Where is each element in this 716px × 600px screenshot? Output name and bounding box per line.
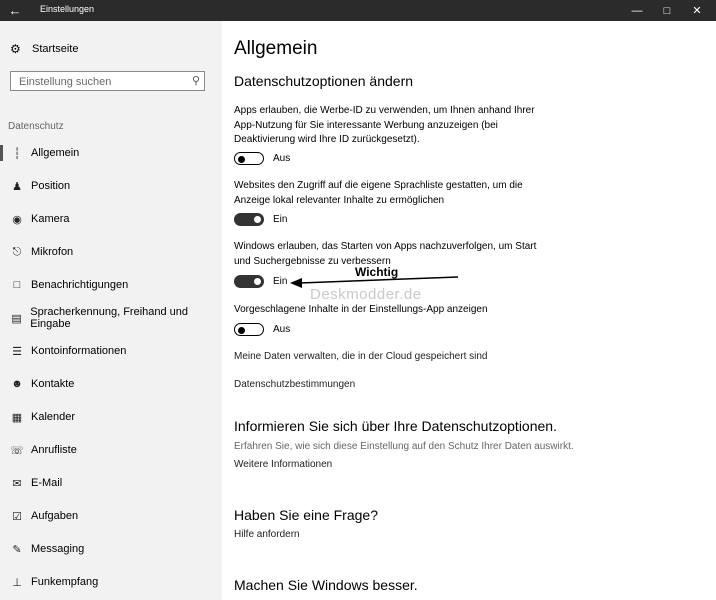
sidebar-item-benachrichtigungen[interactable]: [0, 275, 222, 295]
sidebar-item-email[interactable]: [0, 473, 222, 493]
phone-icon: ☏: [10, 444, 24, 457]
option-language-list-toggle[interactable]: [234, 213, 264, 226]
manage-data-link[interactable]: Meine Daten verwalten, die in der Cloud gespeichert sind: [234, 351, 488, 362]
sidebar-item-label: Messaging: [31, 543, 85, 555]
search-input[interactable]: [17, 74, 191, 90]
option-app-tracking-toggle[interactable]: [234, 275, 264, 288]
sidebar-item-label: Spracherkennung, Freihand und Eingabe: [30, 306, 189, 330]
people-icon: ☻: [11, 378, 23, 390]
option-suggested-content-state: Aus: [273, 324, 291, 335]
minimize-icon: —: [631, 4, 643, 17]
minimize-button[interactable]: [622, 0, 652, 21]
title-bar: [0, 0, 716, 21]
home-link[interactable]: [10, 42, 78, 56]
sidebar-item-mikrofon[interactable]: [0, 242, 222, 262]
clipboard-icon: ▤: [11, 312, 22, 325]
search-icon[interactable]: ⚲: [191, 75, 200, 87]
back-button[interactable]: [0, 0, 30, 21]
window-title: Einstellungen: [40, 4, 95, 14]
sidebar-item-kamera[interactable]: [0, 209, 222, 229]
option-ad-id-state: Aus: [273, 153, 291, 164]
sidebar-item-label: Position: [31, 180, 71, 192]
antenna-icon: ⊥: [12, 576, 22, 589]
sidebar-item-funkempfang[interactable]: [0, 572, 222, 592]
gear-icon: ⚙: [10, 42, 21, 56]
option-suggested-content-text: Vorgeschlagene Inhalte in der Einstellungs-App anzeigen: [234, 304, 488, 315]
microphone-icon: ⎋: [12, 245, 22, 258]
sidebar-item-label: Funkempfang: [31, 576, 99, 588]
improve-title: Machen Sie Windows besser.: [234, 577, 418, 593]
option-suggested-content-toggle[interactable]: [234, 323, 264, 336]
option-ad-id-text: Apps erlauben, die Werbe-ID zu verwenden, um Ihnen anhand Ihrer App-Nutzung für Sie interessante Werbung anzuzeigen (bei Deaktivierung wird Ihre ID zurückgesetzt).: [234, 105, 535, 145]
info-description: Erfahren Sie, wie sich diese Einstellung auf den Schutz Ihrer Daten auswirkt.: [234, 441, 574, 452]
sidebar-item-allgemein[interactable]: [0, 143, 222, 163]
camera-icon: ◉: [12, 213, 22, 226]
main-content: [222, 21, 716, 600]
close-button[interactable]: [682, 0, 712, 21]
sidebar-item-kalender[interactable]: [0, 407, 222, 427]
info-title: Informieren Sie sich über Ihre Datenschutzoptionen.: [234, 418, 557, 434]
option-language-list-text: Websites den Zugriff auf die eigene Sprachliste gestatten, um die Anzeige lokal relevanter Inhalte zu ermöglichen: [234, 180, 523, 206]
option-language-list-state: Ein: [273, 214, 288, 225]
message-icon: ✎: [12, 543, 22, 556]
section-title: Datenschutzoptionen ändern: [234, 73, 414, 89]
maximize-icon: □: [663, 4, 671, 17]
question-title: Haben Sie eine Frage?: [234, 507, 378, 523]
sidebar-item-label: Kontoinformationen: [31, 345, 127, 357]
sidebar-item-label: Allgemein: [31, 147, 80, 159]
sidebar-item-kontoinformationen[interactable]: [0, 341, 222, 361]
sidebar-item-label: Kalender: [31, 411, 76, 423]
lock-icon: ┆: [13, 147, 21, 160]
section-label: Datenschutz: [8, 121, 64, 132]
sidebar-item-label: Benachrichtigungen: [31, 279, 129, 291]
option-ad-id-toggle[interactable]: [234, 152, 264, 165]
maximize-button[interactable]: [652, 0, 682, 21]
sidebar-item-label: Kamera: [31, 213, 70, 225]
sidebar-item-aufgaben[interactable]: [0, 506, 222, 526]
option-app-tracking-state: Ein: [273, 276, 288, 287]
watermark: Deskmodder.de: [310, 286, 422, 303]
sidebar-item-position[interactable]: [0, 176, 222, 196]
close-icon: ✕: [692, 5, 702, 17]
option-app-tracking-text: Windows erlauben, das Starten von Apps nachzuverfolgen, um Start und Suchergebnisse zu verbessern: [234, 241, 537, 267]
annotation-label: Wichtig: [355, 265, 399, 279]
task-icon: ☑: [12, 510, 22, 523]
calendar-icon: ▦: [11, 411, 23, 424]
sidebar-item-spracherkennung[interactable]: [0, 308, 222, 328]
sidebar: [0, 21, 222, 600]
sidebar-item-label: Mikrofon: [31, 246, 74, 258]
page-title: Allgemein: [234, 38, 318, 59]
sidebar-item-kontakte[interactable]: [0, 374, 222, 394]
sidebar-item-anrufliste[interactable]: [0, 440, 222, 460]
search-box: [10, 71, 205, 91]
sidebar-item-label: E-Mail: [31, 477, 63, 489]
sidebar-item-label: Anrufliste: [31, 444, 77, 456]
privacy-statement-link[interactable]: Datenschutzbestimmungen: [234, 379, 356, 390]
mail-icon: ✉: [12, 477, 22, 490]
get-help-link[interactable]: Hilfe anfordern: [234, 529, 300, 540]
chat-icon: □: [13, 279, 21, 291]
more-info-link[interactable]: Weitere Informationen: [234, 459, 333, 470]
contact-card-icon: ☰: [12, 345, 22, 358]
person-pin-icon: ♟: [12, 180, 22, 193]
arrow-left-icon: ←: [8, 3, 22, 18]
home-label: Startseite: [32, 43, 79, 55]
sidebar-item-label: Kontakte: [31, 378, 75, 390]
sidebar-item-label: Aufgaben: [31, 510, 79, 522]
sidebar-item-messaging[interactable]: [0, 539, 222, 559]
